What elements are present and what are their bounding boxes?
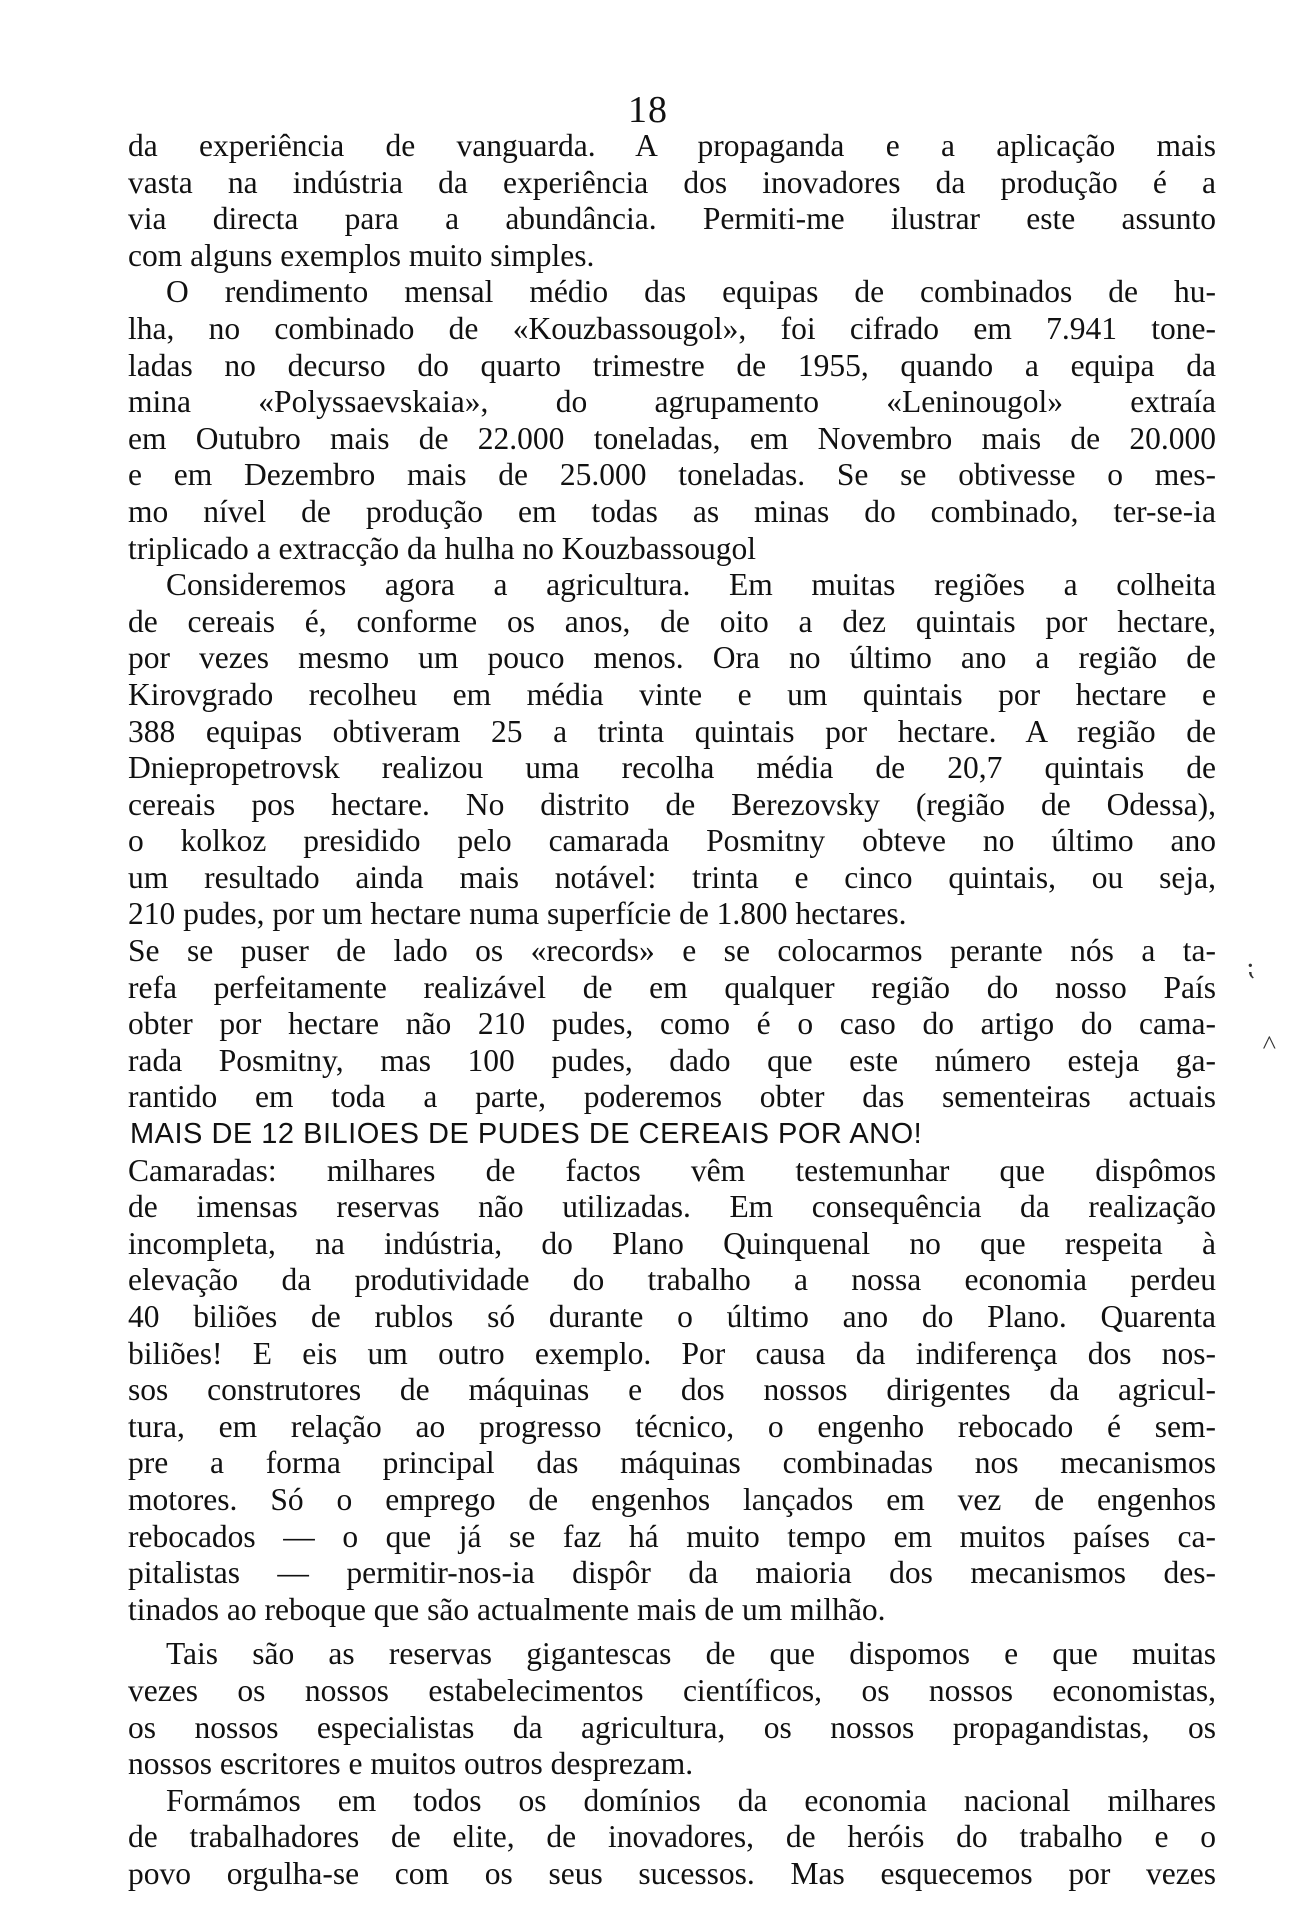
text-line: tinados ao reboque que são actualmente mais de um milhão. <box>128 1591 886 1627</box>
text-line: um resultado ainda mais notável: trinta e cinco quintais, ou seja, <box>128 859 1216 895</box>
text-line: Se se puser de lado os «records» e se colocarmos perante nós a ta- <box>128 933 1216 969</box>
text-line: ladas no decurso do quarto trimestre de 1955, quando a equipa da <box>128 347 1216 383</box>
text-line: triplicado a extracção da hulha no Kouzbassougol <box>128 530 757 566</box>
text-line: mina «Polyssaevskaia», do agrupamento «Leninougol» extraía <box>128 384 1216 420</box>
text-line: biliões! E eis um outro exemplo. Por causa da indiferença dos nos- <box>128 1335 1216 1371</box>
margin-speck: ⁏ <box>1246 952 1255 981</box>
text-line: mo nível de produção em todas as minas do combinado, ter-se-ia <box>128 493 1216 529</box>
text-line: Camaradas: milhares de factos vêm testemunhar que dispômos <box>128 1152 1216 1188</box>
paragraph-start-line: O rendimento mensal médio das equipas de combinados de hu- <box>166 274 1216 310</box>
text-line: rebocados — o que já se faz há muito tempo em muitos países ca- <box>128 1518 1216 1554</box>
text-line: refa perfeitamente realizável de em qualquer região do nosso País <box>128 969 1216 1005</box>
paragraph-start-line: Formámos em todos os domínios da economia nacional milhares <box>166 1782 1216 1818</box>
text-line: os nossos especialistas da agricultura, os nossos propagandistas, os <box>128 1709 1216 1745</box>
text-line: povo orgulha-se com os seus sucessos. Mas esquecemos por vezes <box>128 1855 1216 1891</box>
text-line: e em Dezembro mais de 25.000 toneladas. Se se obtivesse o mes- <box>128 457 1216 493</box>
text-line: rantido em toda a parte, poderemos obter das sementeiras actuais <box>128 1079 1216 1115</box>
text-line: 388 equipas obtiveram 25 a trinta quintais por hectare. A região de <box>128 713 1216 749</box>
text-line: da experiência de vanguarda. A propaganda e a aplicação mais <box>128 128 1216 163</box>
text-line: incompleta, na indústria, do Plano Quinquenal no que respeita à <box>128 1225 1216 1261</box>
text-line: com alguns exemplos muito simples. <box>128 237 595 273</box>
text-line: pre a forma principal das máquinas combinadas nos mecanismos <box>128 1445 1216 1481</box>
paragraph-start-line: Consideremos agora a agricultura. Em muitas regiões a colheita <box>166 567 1216 603</box>
text-line: obter por hectare não 210 pudes, como é o caso do artigo do cama- <box>128 1006 1216 1042</box>
body-text <box>128 128 1216 1893</box>
text-line: por vezes mesmo um pouco menos. Ora no último ano a região de <box>128 640 1216 676</box>
paragraph-start-line: Tais são as reservas gigantescas de que dispomos e que muitas <box>166 1636 1216 1672</box>
text-line: de cereais é, conforme os anos, de oito a dez quintais por hectare, <box>128 603 1216 639</box>
page-number: 18 <box>628 89 668 131</box>
text-line: 210 pudes, por um hectare numa superfície de 1.800 hectares. <box>128 896 907 932</box>
text-line: pitalistas — permitir-nos-ia dispôr da maioria dos mecanismos des- <box>128 1555 1216 1591</box>
text-line: Dniepropetrovsk realizou uma recolha média de 20,7 quintais de <box>128 750 1216 786</box>
text-line: 40 biliões de rublos só durante o último ano do Plano. Quarenta <box>128 1299 1216 1334</box>
text-line: lha, no combinado de «Kouzbassougol», foi cifrado em 7.941 tone- <box>128 310 1216 346</box>
text-line: vezes os nossos estabelecimentos científicos, os nossos economistas, <box>128 1672 1216 1708</box>
text-line: sos construtores de máquinas e dos nossos dirigentes da agricul- <box>128 1372 1216 1408</box>
emphasis-headline: MAIS DE 12 BILIOES DE PUDES DE CEREAIS POR ANO! <box>130 1118 923 1151</box>
text-line: de trabalhadores de elite, de inovadores, de heróis do trabalho e o <box>128 1819 1216 1855</box>
text-line: tura, em relação ao progresso técnico, o engenho rebocado é sem- <box>128 1408 1216 1444</box>
margin-speck: ˄ <box>1262 1028 1277 1057</box>
text-line: rada Posmitny, mas 100 pudes, dado que este número esteja ga- <box>128 1042 1216 1078</box>
text-line: em Outubro mais de 22.000 toneladas, em Novembro mais de 20.000 <box>128 420 1216 456</box>
text-line: de imensas reservas não utilizadas. Em consequência da realização <box>128 1189 1216 1225</box>
text-line: o kolkoz presidido pelo camarada Posmitny obteve no último ano <box>128 823 1216 859</box>
text-line: cereais pos hectare. No distrito de Berezovsky (região de Odessa), <box>128 786 1216 822</box>
text-line: elevação da produtividade do trabalho a nossa economia perdeu <box>128 1262 1216 1298</box>
text-line: nossos escritores e muitos outros desprezam. <box>128 1746 694 1782</box>
text-line: vasta na indústria da experiência dos inovadores da produção é a <box>128 164 1216 200</box>
text-line: motores. Só o emprego de engenhos lançados em vez de engenhos <box>128 1481 1216 1517</box>
text-line: via directa para a abundância. Permiti-me ilustrar este assunto <box>128 201 1216 237</box>
text-line: Kirovgrado recolheu em média vinte e um quintais por hectare e <box>128 676 1216 712</box>
